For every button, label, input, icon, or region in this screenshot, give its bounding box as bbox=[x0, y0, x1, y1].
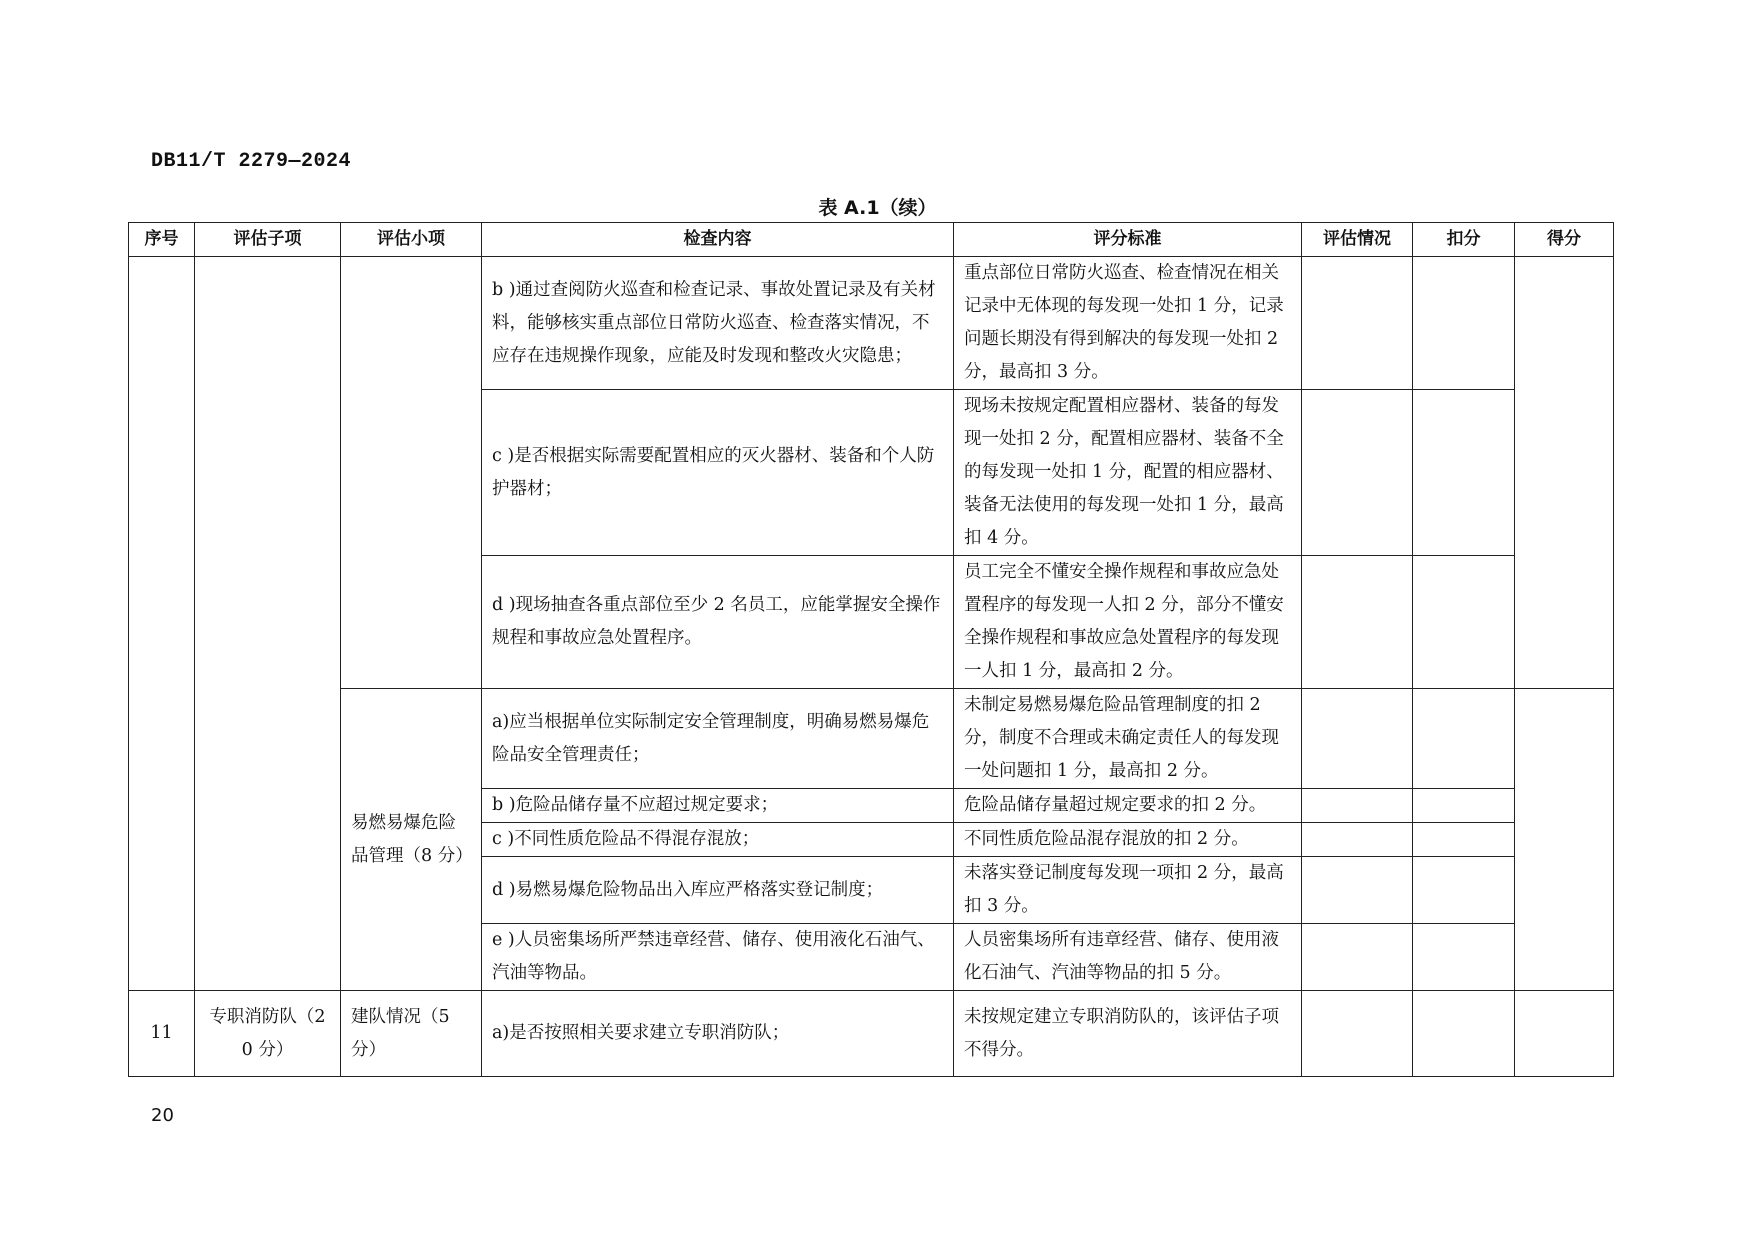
content-cell: b )危险品储存量不应超过规定要求； bbox=[482, 789, 954, 823]
deduction-cell bbox=[1413, 257, 1515, 390]
standard-cell: 未落实登记制度每发现一项扣 2 分，最高扣 3 分。 bbox=[954, 857, 1302, 924]
sub-item-cell: 专职消防队（20 分） bbox=[195, 991, 341, 1077]
content-cell: d )易燃易爆危险物品出入库应严格落实登记制度； bbox=[482, 857, 954, 924]
col-header-seq: 序号 bbox=[129, 223, 195, 257]
col-header-sub-item: 评估子项 bbox=[195, 223, 341, 257]
col-header-standard: 评分标准 bbox=[954, 223, 1302, 257]
content-cell: a)是否按照相关要求建立专职消防队； bbox=[482, 991, 954, 1077]
col-header-score: 得分 bbox=[1515, 223, 1614, 257]
assessment-table bbox=[128, 222, 1614, 1077]
situation-cell bbox=[1302, 789, 1413, 823]
table-row bbox=[129, 257, 1614, 390]
situation-cell bbox=[1302, 689, 1413, 789]
deduction-cell bbox=[1413, 689, 1515, 789]
situation-cell bbox=[1302, 390, 1413, 556]
content-cell: b )通过查阅防火巡查和检查记录、事故处置记录及有关材料，能够核实重点部位日常防火巡查、检查落实情况，不应存在违规操作现象，应能及时发现和整改火灾隐患； bbox=[482, 257, 954, 390]
col-header-content: 检查内容 bbox=[482, 223, 954, 257]
situation-cell bbox=[1302, 857, 1413, 924]
score-cell bbox=[1515, 689, 1614, 991]
table-row bbox=[129, 991, 1614, 1077]
standard-code: DB11/T 2279—2024 bbox=[151, 150, 352, 173]
standard-cell: 人员密集场所有违章经营、储存、使用液化石油气、汽油等物品的扣 5 分。 bbox=[954, 924, 1302, 991]
minor-item-cell bbox=[341, 257, 482, 689]
deduction-cell bbox=[1413, 991, 1515, 1077]
standard-cell: 危险品储存量超过规定要求的扣 2 分。 bbox=[954, 789, 1302, 823]
table-title: 表 A.1（续） bbox=[818, 197, 937, 219]
content-cell: e )人员密集场所严禁违章经营、储存、使用液化石油气、汽油等物品。 bbox=[482, 924, 954, 991]
deduction-cell bbox=[1413, 823, 1515, 857]
content-cell: a)应当根据单位实际制定安全管理制度，明确易燃易爆危险品安全管理责任； bbox=[482, 689, 954, 789]
minor-item-hazmat: 易燃易爆危险品管理（8 分） bbox=[341, 689, 482, 991]
table-row bbox=[129, 689, 1614, 789]
deduction-cell bbox=[1413, 924, 1515, 991]
col-header-situation: 评估情况 bbox=[1302, 223, 1413, 257]
situation-cell bbox=[1302, 924, 1413, 991]
page-number: 20 bbox=[151, 1105, 174, 1126]
deduction-cell bbox=[1413, 857, 1515, 924]
standard-cell: 不同性质危险品混存混放的扣 2 分。 bbox=[954, 823, 1302, 857]
score-cell bbox=[1515, 991, 1614, 1077]
content-cell: d )现场抽查各重点部位至少 2 名员工，应能掌握安全操作规程和事故应急处置程序。 bbox=[482, 556, 954, 689]
situation-cell bbox=[1302, 823, 1413, 857]
standard-cell: 员工完全不懂安全操作规程和事故应急处置程序的每发现一人扣 2 分，部分不懂安全操作规程和事故应急处置程序的每发现一人扣 1 分，最高扣 2 分。 bbox=[954, 556, 1302, 689]
col-header-minor-item: 评估小项 bbox=[341, 223, 482, 257]
situation-cell bbox=[1302, 556, 1413, 689]
deduction-cell bbox=[1413, 789, 1515, 823]
standard-cell: 未制定易燃易爆危险品管理制度的扣 2 分，制度不合理或未确定责任人的每发现一处问题扣 1 分，最高扣 2 分。 bbox=[954, 689, 1302, 789]
score-cell bbox=[1515, 257, 1614, 689]
table-header-row bbox=[129, 223, 1614, 257]
minor-item-cell: 建队情况（5 分） bbox=[341, 991, 482, 1077]
deduction-cell bbox=[1413, 390, 1515, 556]
deduction-cell bbox=[1413, 556, 1515, 689]
sub-item-cell bbox=[195, 257, 341, 991]
content-cell: c )不同性质危险品不得混存混放； bbox=[482, 823, 954, 857]
col-header-deduction: 扣分 bbox=[1413, 223, 1515, 257]
standard-cell: 未按规定建立专职消防队的，该评估子项不得分。 bbox=[954, 991, 1302, 1077]
seq-cell: 11 bbox=[129, 991, 195, 1077]
standard-cell: 现场未按规定配置相应器材、装备的每发现一处扣 2 分，配置相应器材、装备不全的每发现一处扣 1 分，配置的相应器材、装备无法使用的每发现一处扣 1 分，最高扣 4 分。 bbox=[954, 390, 1302, 556]
seq-cell bbox=[129, 257, 195, 991]
standard-cell: 重点部位日常防火巡查、检查情况在相关记录中无体现的每发现一处扣 1 分，记录问题长期没有得到解决的每发现一处扣 2 分，最高扣 3 分。 bbox=[954, 257, 1302, 390]
situation-cell bbox=[1302, 257, 1413, 390]
content-cell: c )是否根据实际需要配置相应的灭火器材、装备和个人防护器材； bbox=[482, 390, 954, 556]
situation-cell bbox=[1302, 991, 1413, 1077]
